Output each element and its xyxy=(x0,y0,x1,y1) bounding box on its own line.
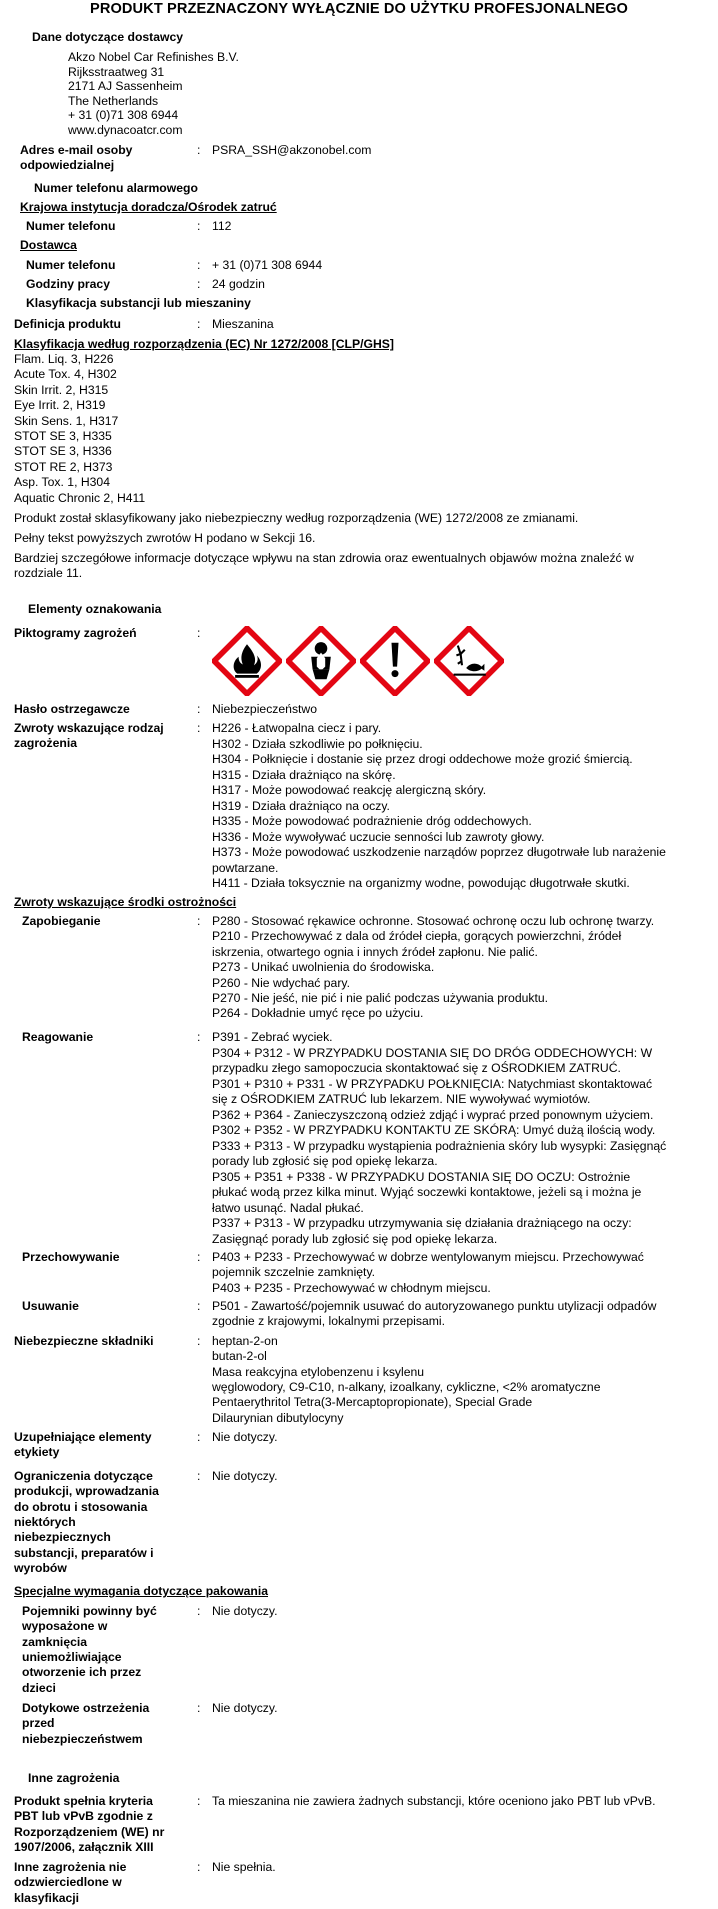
ingredient: butan-2-ol xyxy=(212,1349,267,1364)
classification-item: STOT RE 2, H373 xyxy=(14,459,113,474)
hazard-statement: H373 - Może powodować uszkodzenie narządów poprzez długotrwałe lub narażenie xyxy=(212,845,666,859)
supplier-phone-value: + 31 (0)71 308 6944 xyxy=(212,258,323,272)
colon: : xyxy=(197,1334,201,1348)
restrictions-label: do obrotu i stosowania xyxy=(14,1499,148,1514)
classification-note: Produkt został sklasyfikowany jako niebezpieczny według rozporządzenia (WE) 1272/2008 ze zmianami. xyxy=(14,511,579,525)
tactile-label: Dotykowe ostrzeżenia xyxy=(22,1701,150,1715)
disposal-statement: zgodnie z krajowymi, lokalnymi przepisami. xyxy=(212,1314,445,1329)
tactile-label: niebezpieczeństwem xyxy=(22,1731,143,1746)
colon: : xyxy=(197,1469,201,1483)
definition-label: Definicja produktu xyxy=(14,317,121,331)
prevention-statement: iskrzenia, otwartego ognia i innych źródeł zapłonu. Nie palić. xyxy=(212,944,538,959)
pbt-label: Rozporządzeniem (WE) nr xyxy=(14,1824,165,1839)
colon: : xyxy=(197,626,201,640)
response-statement: się z OŚRODKIEM ZATRUĆ lub lekarzem. NIE wywoływać wymiotów. xyxy=(212,1092,591,1106)
hazard-statement: H315 - Działa drażniąco na skórę. xyxy=(212,767,396,782)
restrictions-label: substancji, preparatów i xyxy=(14,1545,154,1560)
supplier-line: 2171 AJ Sassenheim xyxy=(68,79,183,94)
classification-heading: Klasyfikacja substancji lub mieszaniny xyxy=(26,296,251,310)
colon: : xyxy=(197,1250,201,1264)
restrictions-label: produkcji, wprowadzania xyxy=(14,1484,159,1499)
supplier-line: Rijksstraatweg 31 xyxy=(68,64,165,79)
response-statement: płukać wodą przez kilka minut. Wyjąć soczewki kontaktowe, jeżeli są i można je xyxy=(212,1185,642,1199)
ingredient: Dilaurynian dibutylocyny xyxy=(212,1410,344,1425)
response-statement: P391 - Zebrać wyciek. xyxy=(212,1030,333,1044)
closures-label: dzieci xyxy=(22,1680,56,1695)
disposal-label: Usuwanie xyxy=(22,1299,79,1313)
prevention-statement: P210 - Przechowywać z dala od źródeł ciepła, gorących powierzchni, źródeł xyxy=(212,929,622,944)
signal-value: Niebezpieczeństwo xyxy=(212,702,318,716)
hazard-statement: H302 - Działa szkodliwie po połknięciu. xyxy=(212,736,423,751)
storage-statement: P403 + P233 - Przechowywać w dobrze wentylowanym miejscu. Przechowywać xyxy=(212,1250,644,1264)
response-statement: P305 + P351 + P338 - W PRZYPADKU DOSTANIA SIĘ DO OCZU: Ostrożnie xyxy=(212,1169,631,1184)
colon: : xyxy=(197,317,201,331)
colon: : xyxy=(197,277,201,291)
restrictions-label: Ograniczenia dotyczące xyxy=(14,1469,153,1483)
classification-note: Pełny tekst powyższych zwrotów H podano w Sekcji 16. xyxy=(14,531,316,545)
pbt-value: Ta mieszanina nie zawiera żadnych substancji, które oceniono jako PBT lub vPvB. xyxy=(212,1794,656,1808)
colon: : xyxy=(197,219,201,233)
other-hazards-heading: Inne zagrożenia xyxy=(28,1771,120,1785)
colon: : xyxy=(197,914,201,928)
classification-item: Aquatic Chronic 2, H411 xyxy=(14,490,146,505)
ingredient: heptan-2-on xyxy=(212,1334,278,1348)
colon: : xyxy=(197,1430,201,1444)
supplemental-label: Uzupełniające elementy xyxy=(14,1430,152,1444)
hazard-statement: H336 - Może wywoływać uczucie senności lub zawroty głowy. xyxy=(212,829,545,844)
closures-label: zamknięcia xyxy=(22,1634,88,1649)
supplier-contact-heading: Dostawca xyxy=(20,238,77,252)
closures-label: otworzenie ich przez xyxy=(22,1665,142,1680)
prevention-statement: P264 - Dokładnie umyć ręce po użyciu. xyxy=(212,1006,424,1021)
colon: : xyxy=(197,258,201,272)
hazard-statement: H304 - Połknięcie i dostanie się przez drogi oddechowe może grozić śmiercią. xyxy=(212,752,633,766)
hazard-statement: H411 - Działa toksycznie na organizmy wodne, powodując długotrwałe skutki. xyxy=(212,876,630,890)
classification-item: Eye Irrit. 2, H319 xyxy=(14,398,106,413)
other-label: klasyfikacji xyxy=(14,1890,80,1905)
prevention-statement: P273 - Unikać uwolnienia do środowiska. xyxy=(212,960,435,975)
disposal-statement: P501 - Zawartość/pojemnik usuwać do autoryzowanego punktu utylizacji odpadów xyxy=(212,1299,657,1313)
email-value: PSRA_SSH@akzonobel.com xyxy=(212,143,372,157)
definition-value: Mieszanina xyxy=(212,317,274,331)
hazard-statement: H226 - Łatwopalna ciecz i pary. xyxy=(212,721,382,735)
hours-value: 24 godzin xyxy=(212,277,265,291)
response-statement: P337 + P313 - W przypadku utrzymywania się działania drażniącego na oczy: xyxy=(212,1216,632,1230)
storage-statement: P403 + P235 - Przechowywać w chłodnym miejscu. xyxy=(212,1280,491,1295)
packaging-heading: Specjalne wymagania dotyczące pakowania xyxy=(14,1584,269,1598)
supplemental-label: etykiety xyxy=(14,1444,60,1459)
hazard-label: zagrożenia xyxy=(14,735,77,750)
supplier-line: Akzo Nobel Car Refinishes B.V. xyxy=(68,50,239,64)
pbt-label: 1907/2006, załącznik XIII xyxy=(14,1839,154,1854)
response-statement: porady lub zgłosić się pod opiekę lekarza. xyxy=(212,1154,438,1168)
supplier-line: + 31 (0)71 308 6944 xyxy=(68,108,179,123)
hazard-label: Zwroty wskazujące rodzaj xyxy=(14,721,164,735)
response-statement: P302 + P352 - W PRZYPADKU KONTAKTU ZE SKÓRĄ: Umyć dużą ilością wody. xyxy=(212,1123,656,1137)
other-value: Nie spełnia. xyxy=(212,1860,276,1874)
email-label: odpowiedzialnej xyxy=(20,157,115,172)
health-hazard-pictogram-icon xyxy=(286,626,356,696)
label-elements-heading: Elementy oznakowania xyxy=(28,602,162,616)
classification-note: rozdziale 11. xyxy=(14,565,83,580)
colon: : xyxy=(197,702,201,716)
ingredient: Pentaerythritol Tetra(3-Mercaptopropionate), Special Grade xyxy=(212,1395,533,1410)
prevention-statement: P270 - Nie jeść, nie pić i nie palić podczas używania produktu. xyxy=(212,991,549,1005)
restrictions-label: wyrobów xyxy=(14,1560,67,1575)
closures-value: Nie dotyczy. xyxy=(212,1604,278,1618)
supplemental-value: Nie dotyczy. xyxy=(212,1430,278,1444)
national-heading: Krajowa instytucja doradcza/Ośrodek zatruć xyxy=(20,200,277,214)
prevention-statement: P280 - Stosować rękawice ochronne. Stosować ochronę oczu lub ochronę twarzy. xyxy=(212,914,655,928)
emergency-heading: Numer telefonu alarmowego xyxy=(34,181,198,195)
prevention-label: Zapobieganie xyxy=(22,914,101,928)
colon: : xyxy=(197,1604,201,1618)
colon: : xyxy=(197,1701,201,1715)
ingredient: węglowodory, C9-C10, n-alkany, izoalkany, cykliczne, <2% aromatyczne xyxy=(212,1379,601,1394)
colon: : xyxy=(197,143,201,157)
regulation-heading: Klasyfikacja według rozporządzenia (EC) Nr 1272/2008 [CLP/GHS] xyxy=(14,337,394,351)
precautionary-heading: Zwroty wskazujące środki ostrożności xyxy=(14,895,237,909)
phone-label: Numer telefonu xyxy=(26,219,116,233)
response-statement: Zasięgnąć porady lub zgłosić się pod opiekę lekarza. xyxy=(212,1231,498,1246)
colon: : xyxy=(197,721,201,735)
signal-label: Hasło ostrzegawcze xyxy=(14,702,130,716)
classification-item: Asp. Tox. 1, H304 xyxy=(14,475,110,490)
phone-value: 112 xyxy=(212,219,232,233)
classification-item: STOT SE 3, H336 xyxy=(14,444,112,459)
response-statement: P362 + P364 - Zanieczyszczoną odzież zdjąć i wyprać przed ponownym użyciem. xyxy=(212,1107,654,1122)
classification-item: Acute Tox. 4, H302 xyxy=(14,367,117,382)
pbt-label: PBT lub vPvB zgodnie z xyxy=(14,1809,153,1824)
email-label: Adres e-mail osoby xyxy=(20,143,133,157)
closures-label: uniemożliwiające xyxy=(22,1649,122,1664)
other-label: odzwierciedlone w xyxy=(14,1875,122,1890)
response-statement: P333 + P313 - W przypadku wystąpienia podrażnienia skóry lub wysypki: Zasięgnąć xyxy=(212,1138,667,1153)
tactile-value: Nie dotyczy. xyxy=(212,1701,278,1715)
ingredient: Masa reakcyjna etylobenzenu i ksylenu xyxy=(212,1364,425,1379)
hours-label: Godziny pracy xyxy=(26,277,110,291)
restrictions-value: Nie dotyczy. xyxy=(212,1469,278,1483)
response-statement: przypadku złego samopoczucia skontaktować się z OŚRODKIEM ZATRUĆ. xyxy=(212,1061,621,1075)
response-label: Reagowanie xyxy=(22,1030,94,1044)
restrictions-label: niebezpiecznych xyxy=(14,1530,111,1545)
flame-pictogram-icon xyxy=(212,626,282,696)
colon: : xyxy=(197,1794,201,1808)
exclamation-pictogram-icon xyxy=(360,626,430,696)
supplier-heading: Dane dotyczące dostawcy xyxy=(32,30,184,44)
response-statement: P301 + P310 + P331 - W PRZYPADKU POŁKNIĘCIA: Natychmiast skontaktować xyxy=(212,1076,653,1091)
supplier-phone-label: Numer telefonu xyxy=(26,258,116,272)
closures-label: Pojemniki powinny być xyxy=(22,1604,157,1618)
hazard-statement: H317 - Może powodować reakcję alergiczną skóry. xyxy=(212,783,487,797)
storage-statement: pojemnik szczelnie zamknięty. xyxy=(212,1265,376,1280)
classification-note: Bardziej szczegółowe informacje dotyczące wpływu na stan zdrowia oraz ewentualnych objawów można znaleźć w xyxy=(14,551,634,565)
hazard-statement: H335 - Może powodować podrażnienie dróg oddechowych. xyxy=(212,814,532,828)
classification-item: Flam. Liq. 3, H226 xyxy=(14,352,114,366)
page-title: PRODUKT PRZEZNACZONY WYŁĄCZNIE DO UŻYTKU PROFESJONALNEGO xyxy=(89,1,628,17)
tactile-label: przed xyxy=(22,1716,55,1731)
response-statement: łatwo usunąć. Nadal płukać. xyxy=(212,1200,364,1215)
classification-item: Skin Irrit. 2, H315 xyxy=(14,382,109,397)
pbt-label: Produkt spełnia kryteria xyxy=(14,1794,153,1808)
colon: : xyxy=(197,1860,201,1874)
hazard-statement: powtarzane. xyxy=(212,860,279,875)
ingredients-label: Niebezpieczne składniki xyxy=(14,1334,154,1348)
classification-item: STOT SE 3, H335 xyxy=(14,429,112,443)
restrictions-label: niektórych xyxy=(14,1514,76,1529)
colon: : xyxy=(197,1030,201,1044)
environment-pictogram-icon xyxy=(434,626,504,696)
supplier-line: www.dynacoatcr.com xyxy=(68,123,183,137)
supplier-line: The Netherlands xyxy=(68,93,159,108)
prevention-statement: P260 - Nie wdychać pary. xyxy=(212,975,350,990)
closures-label: wyposażone w xyxy=(22,1619,108,1634)
storage-label: Przechowywanie xyxy=(22,1250,120,1264)
pictograms-label: Piktogramy zagrożeń xyxy=(14,626,137,640)
response-statement: P304 + P312 - W PRZYPADKU DOSTANIA SIĘ DO DRÓG ODDECHOWYCH: W xyxy=(212,1045,653,1060)
other-label: Inne zagrożenia nie xyxy=(14,1860,127,1874)
colon: : xyxy=(197,1299,201,1313)
classification-item: Skin Sens. 1, H317 xyxy=(14,413,119,428)
hazard-statement: H319 - Działa drażniąco na oczy. xyxy=(212,798,390,813)
